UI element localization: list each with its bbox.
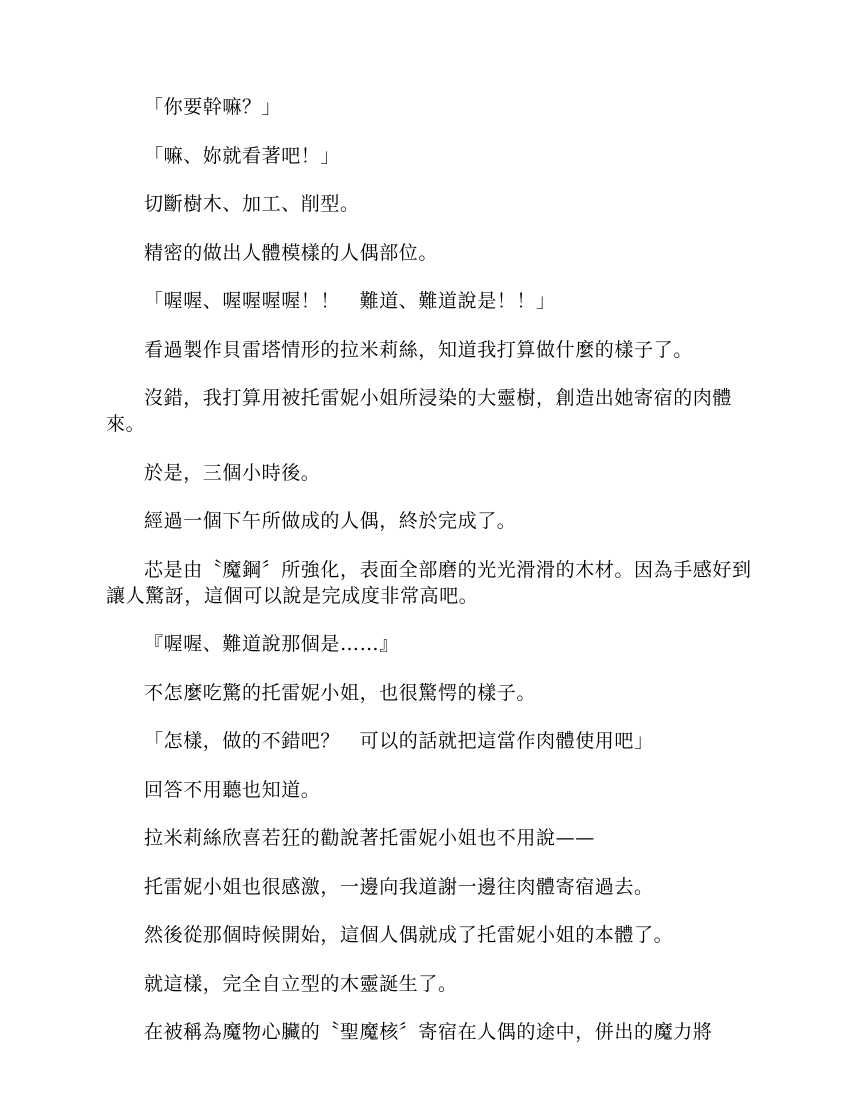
paragraph-5: 「喔喔、喔喔喔喔！！ 難道、難道說是！！」 bbox=[144, 290, 556, 312]
paragraph-2: 「嘛、妳就看著吧！」 bbox=[144, 144, 341, 167]
paragraph-11: 『喔喔、難道說那個是……』 bbox=[144, 633, 399, 655]
paragraph-1: 「你要幹嘛？」 bbox=[144, 96, 282, 118]
paragraph-17: 然後從那個時候開始，這個人偶就成了托雷妮小姐的本體了。 bbox=[144, 924, 674, 946]
paragraph-3: 切斷樹木、加工、削型。 bbox=[144, 193, 360, 215]
paragraph-10: 芯是由〝魔鋼〞所強化，表面全部磨的光光滑滑的木材。因為手感好到讓人驚訝，這個可以說是完成度非常高吧。 bbox=[106, 558, 752, 607]
paragraph-18: 就這樣，完全自立型的木靈誕生了。 bbox=[144, 972, 458, 995]
paragraph-15: 拉米莉絲欣喜若狂的勸說著托雷妮小姐也不用說—— bbox=[144, 827, 595, 849]
paragraph-13: 「怎樣，做的不錯吧？ 可以的話就把這當作肉體使用吧」 bbox=[144, 730, 654, 752]
paragraph-9: 經過一個下午所做成的人偶，終於完成了。 bbox=[144, 510, 517, 532]
paragraph-12: 不怎麼吃驚的托雷妮小姐，也很驚愕的樣子。 bbox=[144, 681, 537, 704]
paragraph-8: 於是，三個小時後。 bbox=[144, 461, 321, 484]
paragraph-7: 沒錯，我打算用被托雷妮小姐所浸染的大靈樹，創造出她寄宿的肉體來。 bbox=[106, 387, 733, 435]
paragraph-6: 看過製作貝雷塔情形的拉米莉絲，知道我打算做什麼的樣子了。 bbox=[144, 338, 693, 361]
paragraph-16: 托雷妮小姐也很感激，一邊向我道謝一邊往肉體寄宿過去。 bbox=[144, 875, 654, 898]
paragraph-19: 在被稱為魔物心臟的〝聖魔核〞寄宿在人偶的途中，併出的魔力將 bbox=[144, 1021, 713, 1043]
paragraph-14: 回答不用聽也知道。 bbox=[144, 778, 321, 801]
paragraph-4: 精密的做出人體模樣的人偶部位。 bbox=[144, 241, 439, 264]
text-body bbox=[106, 94, 756, 1068]
